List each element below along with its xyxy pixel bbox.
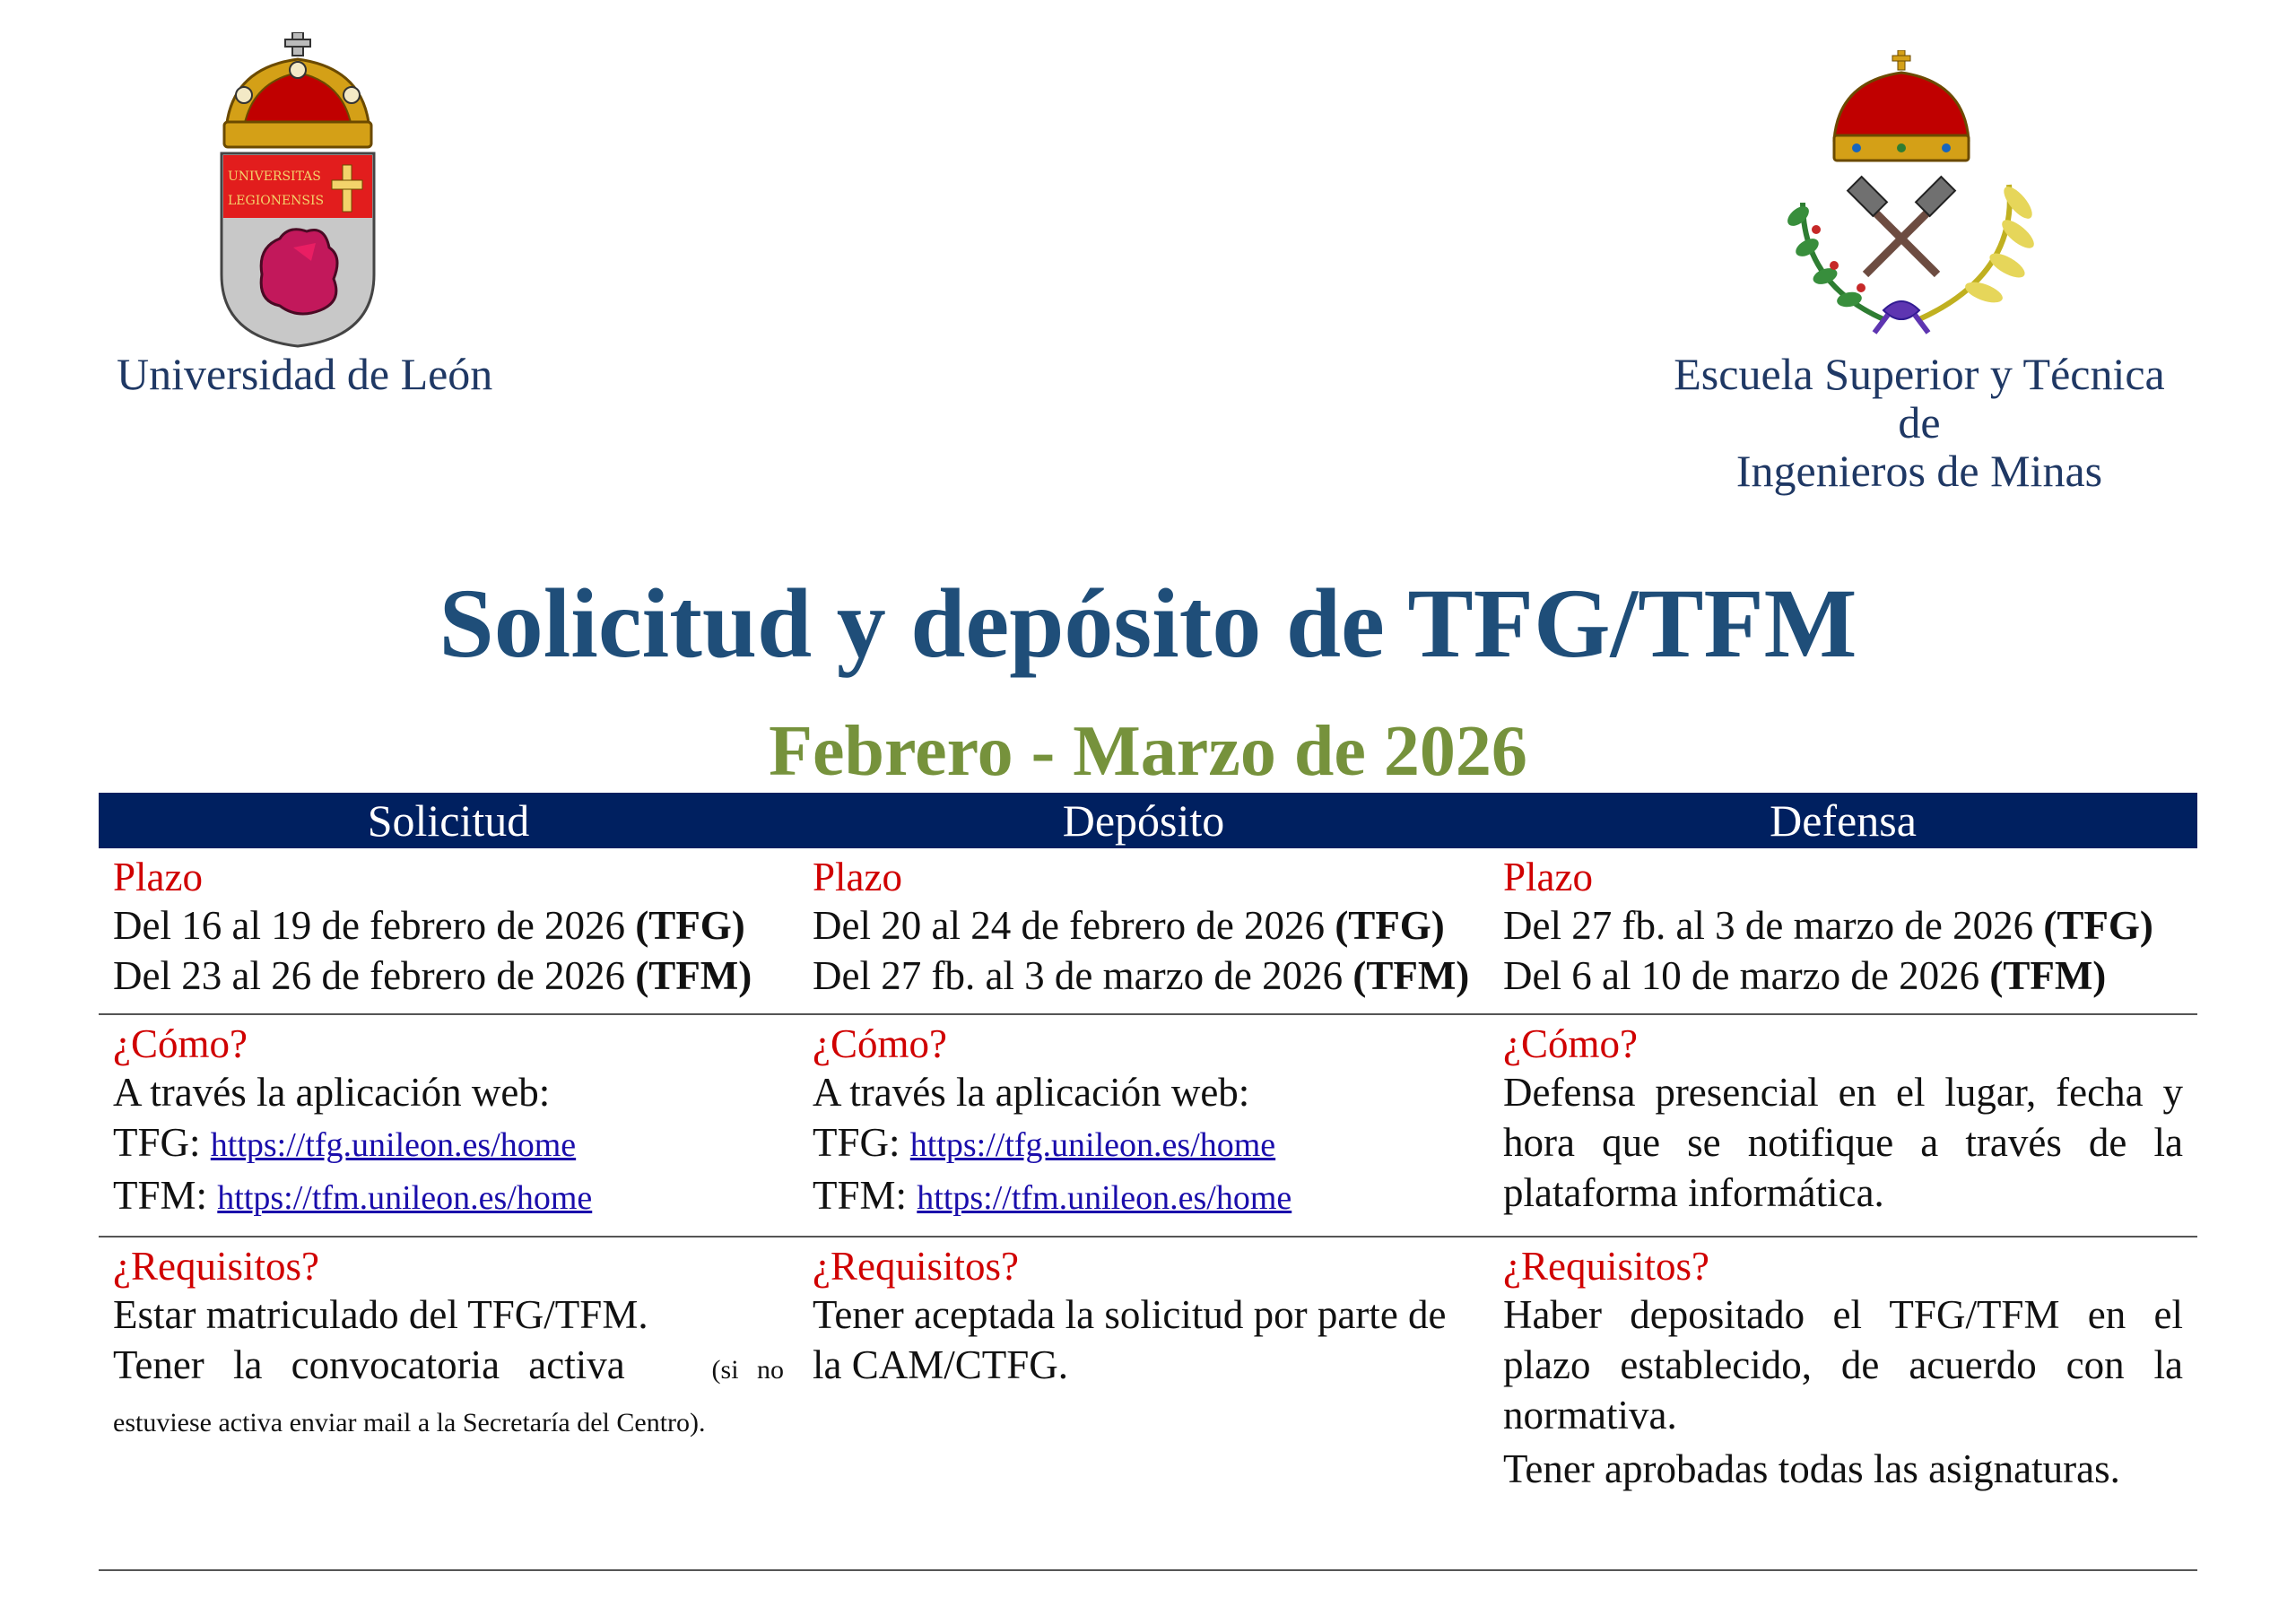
solicitud-req-text: Tener la convocatoria activa bbox=[113, 1342, 625, 1387]
page-title: Solicitud y depósito de TFG/TFM bbox=[439, 569, 1857, 678]
right-institution-line3: Ingenieros de Minas bbox=[1735, 446, 2103, 496]
right-institution-line1: Escuela Superior y Técnica bbox=[1674, 349, 2165, 399]
schedule-table bbox=[99, 793, 2197, 1571]
deposito-tfm-link[interactable]: https://tfm.unileon.es/home bbox=[917, 1179, 1292, 1217]
solicitud-tfg-link[interactable]: https://tfg.unileon.es/home bbox=[210, 1126, 577, 1164]
defensa-plazo-date1: Del 27 fb. al 3 de marzo de 2026 bbox=[1503, 903, 2044, 948]
solicitud-tfm-label: TFM: bbox=[113, 1173, 218, 1218]
plazo-label: Plazo bbox=[813, 855, 902, 899]
deposito-plazo-date2: Del 27 fb. al 3 de marzo de 2026 bbox=[813, 953, 1353, 998]
table-row-como bbox=[99, 1014, 2197, 1237]
solicitud-tfm-line bbox=[113, 1170, 784, 1223]
plazo-label: Plazo bbox=[113, 855, 203, 899]
plazo-label: Plazo bbox=[1503, 855, 1593, 899]
deposito-tfm-line bbox=[813, 1170, 1474, 1223]
solicitud-req-line2 bbox=[113, 1340, 784, 1446]
deposito-plazo-tag2: (TFM) bbox=[1352, 953, 1470, 998]
deposito-como-intro: A través la aplicación web: bbox=[813, 1070, 1250, 1115]
right-institution-name bbox=[1578, 350, 2260, 495]
column-header-defensa: Defensa bbox=[1489, 793, 2197, 848]
deposito-plazo-cell bbox=[798, 848, 1489, 1014]
column-header-deposito: Depósito bbox=[798, 793, 1489, 848]
page-subtitle: Febrero - Marzo de 2026 bbox=[769, 712, 1527, 791]
defensa-como-cell bbox=[1489, 1014, 2197, 1237]
defensa-plazo-line1 bbox=[1503, 900, 2183, 951]
solicitud-req-note: (si no estuviese activa enviar mail a la Secretaría del Centro). bbox=[113, 1355, 785, 1437]
right-institution-line2: de bbox=[1898, 397, 1941, 447]
defensa-plazo-line2 bbox=[1503, 951, 2183, 1001]
escuela-minas-logo bbox=[1749, 50, 2054, 337]
solicitud-req-line1: Estar matriculado del TFG/TFM. bbox=[113, 1292, 648, 1337]
solicitud-tfm-link[interactable]: https://tfm.unileon.es/home bbox=[217, 1179, 593, 1217]
solicitud-plazo-date2: Del 23 al 26 de febrero de 2026 bbox=[113, 953, 636, 998]
solicitud-tfg-line bbox=[113, 1117, 784, 1170]
defensa-plazo-tag1: (TFG) bbox=[2043, 903, 2153, 948]
deposito-como-cell bbox=[798, 1014, 1489, 1237]
solicitud-como-cell bbox=[99, 1014, 798, 1237]
defensa-req-text2: Tener aprobadas todas las asignaturas. bbox=[1503, 1446, 2120, 1491]
requisitos-label: ¿Requisitos? bbox=[113, 1244, 319, 1289]
deposito-tfg-line bbox=[813, 1117, 1474, 1170]
defensa-plazo-cell bbox=[1489, 848, 2197, 1014]
deposito-plazo-line1 bbox=[813, 900, 1474, 951]
requisitos-label: ¿Requisitos? bbox=[1503, 1244, 1709, 1289]
table-row-requisitos bbox=[99, 1237, 2197, 1570]
deposito-plazo-tag1: (TFG) bbox=[1335, 903, 1445, 948]
deposito-req-text: Tener aceptada la solicitud por parte de la CAM/CTFG. bbox=[813, 1292, 1447, 1387]
como-label: ¿Cómo? bbox=[813, 1021, 947, 1066]
como-label: ¿Cómo? bbox=[113, 1021, 248, 1066]
table-header-row bbox=[99, 793, 2197, 848]
deposito-tfm-label: TFM: bbox=[813, 1173, 918, 1218]
solicitud-como-intro: A través la aplicación web: bbox=[113, 1070, 551, 1115]
solicitud-plazo-line1 bbox=[113, 900, 784, 951]
universidad-leon-logo bbox=[208, 32, 387, 355]
deposito-tfg-link[interactable]: https://tfg.unileon.es/home bbox=[909, 1126, 1276, 1164]
logo-text-legionensis: LEGIONENSIS bbox=[228, 194, 325, 208]
solicitud-plazo-tag2: (TFM) bbox=[635, 953, 752, 998]
defensa-plazo-date2: Del 6 al 10 de marzo de 2026 bbox=[1503, 953, 1990, 998]
como-label: ¿Cómo? bbox=[1503, 1021, 1638, 1066]
solicitud-plazo-tag1: (TFG) bbox=[635, 903, 745, 948]
solicitud-plazo-cell bbox=[99, 848, 798, 1014]
logo-text-universitas: UNIVERSITAS bbox=[228, 169, 321, 184]
deposito-plazo-date1: Del 20 al 24 de febrero de 2026 bbox=[813, 903, 1335, 948]
left-institution-name: Universidad de León bbox=[117, 349, 493, 399]
defensa-req-text1: Haber depositado el TFG/TFM en el plazo establecido, de acuerdo con la normativa. bbox=[1503, 1292, 2183, 1437]
requisitos-label: ¿Requisitos? bbox=[813, 1244, 1019, 1289]
deposito-requisitos-cell bbox=[798, 1237, 1489, 1570]
solicitud-requisitos-cell bbox=[99, 1237, 798, 1570]
column-header-solicitud: Solicitud bbox=[99, 793, 798, 848]
solicitud-plazo-date1: Del 16 al 19 de febrero de 2026 bbox=[113, 903, 636, 948]
table-row-plazo bbox=[99, 848, 2197, 1014]
defensa-plazo-tag2: (TFM) bbox=[1989, 953, 2107, 998]
solicitud-tfg-label: TFG: bbox=[113, 1120, 211, 1165]
deposito-tfg-label: TFG: bbox=[813, 1120, 910, 1165]
solicitud-plazo-line2 bbox=[113, 951, 784, 1001]
deposito-plazo-line2 bbox=[813, 951, 1474, 1001]
defensa-como-text: Defensa presencial en el lugar, fecha y hora que se notifique a través de la plataforma informática. bbox=[1503, 1070, 2183, 1215]
defensa-requisitos-cell bbox=[1489, 1237, 2197, 1570]
